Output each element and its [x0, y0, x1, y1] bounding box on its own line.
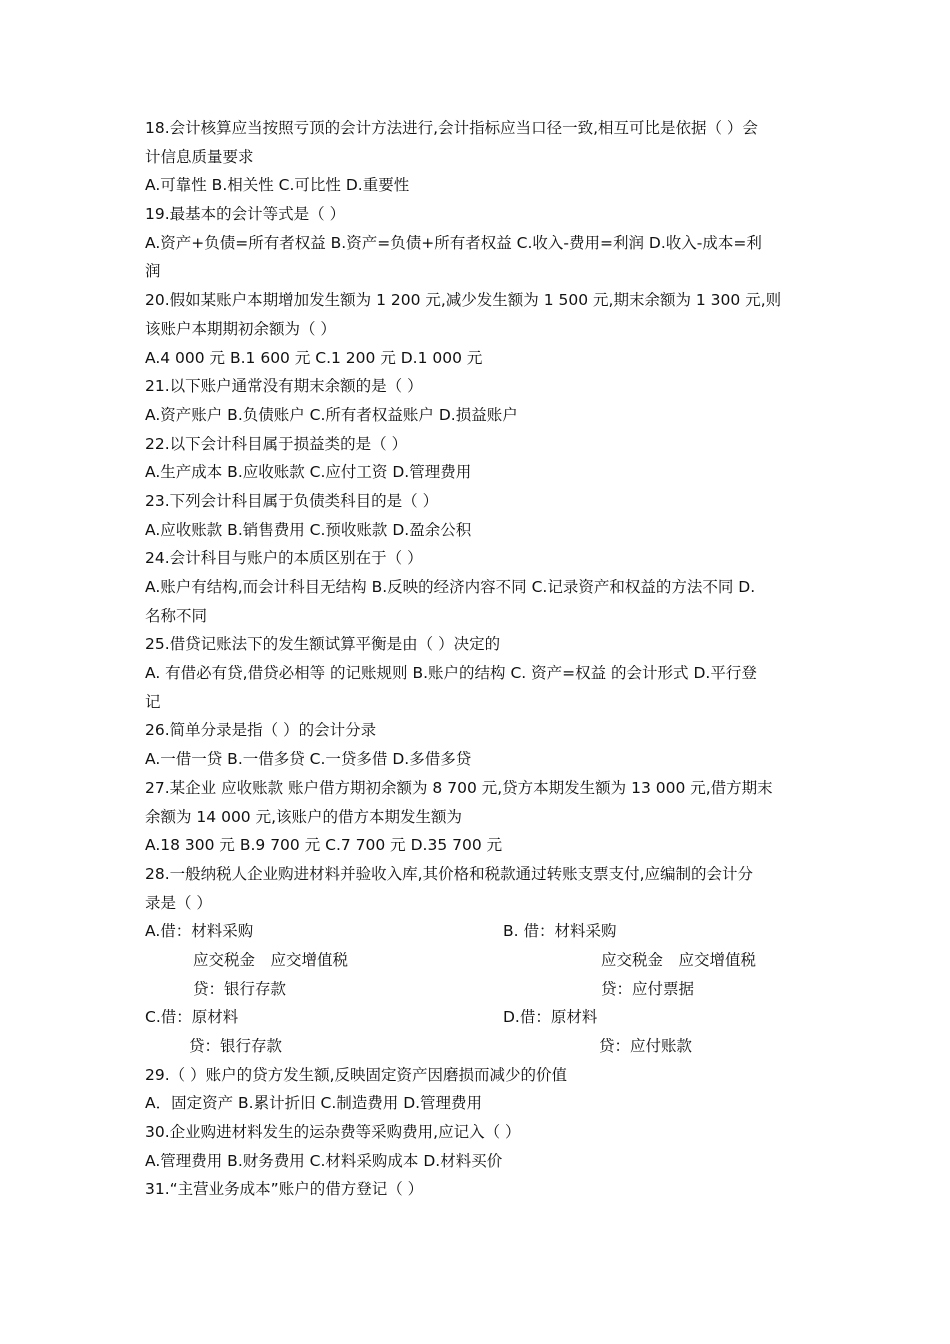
text-line: 24.会计科目与账户的本质区别在于（ ）	[145, 549, 423, 568]
text-line: 润	[145, 262, 161, 281]
text-line: 19.最基本的会计等式是（ ）	[145, 205, 346, 224]
q28-row-debit-cd	[145, 1003, 815, 1032]
q28-option-b-credit: 贷：应付票据	[601, 979, 695, 998]
text-line: 名称不同	[145, 606, 208, 625]
q28-option-c-credit: 贷：银行存款	[189, 1037, 283, 1055]
text-line: A．固定资产 B.累计折旧 C.制造费用 D.管理费用	[145, 1094, 483, 1113]
text-line: 计信息质量要求	[145, 147, 254, 166]
q28-option-a-credit: 贷：银行存款	[193, 979, 287, 998]
text-line: A.管理费用 B.财务费用 C.材料采购成本 D.材料买价	[145, 1151, 503, 1170]
text-line: 31.“主营业务成本”账户的借方登记（ ）	[145, 1180, 424, 1199]
text-line: A.可靠性 B.相关性 C.可比性 D.重要性	[145, 176, 410, 195]
text-line: A. 有借必有贷,借贷必相等 的记账规则 B.账户的结构 C. 资产=权益 的会计形式 D.平行登	[145, 664, 757, 683]
question-text	[145, 114, 815, 1204]
text-line: A.18 300 元 B.9 700 元 C.7 700 元 D.35 700 元	[145, 836, 503, 855]
q28-option-a-tax: 应交税金 应交增值税	[193, 950, 349, 969]
text-line: 27.某企业 应收账款 账户借方期初余额为 8 700 元,贷方本期发生额为 13 000 元,借方期末	[145, 778, 773, 797]
text-line: 29.（ ）账户的贷方发生额,反映固定资产因磨损而减少的价值	[145, 1065, 568, 1084]
text-line: A.一借一贷 B.一借多贷 C.一贷多借 D.多借多贷	[145, 750, 472, 769]
q28-row-credit-ab	[145, 975, 815, 1004]
q28-option-b-debit: B. 借：材料采购	[503, 922, 617, 941]
q28-option-d-debit: D.借：原材料	[503, 1008, 598, 1027]
text-line: 记	[145, 692, 161, 711]
q28-row-credit-cd	[145, 1032, 815, 1061]
text-line: A.账户有结构,而会计科目无结构 B.反映的经济内容不同 C.记录资产和权益的方法不同 D.	[145, 578, 756, 596]
text-line: A.生产成本 B.应收账款 C.应付工资 D.管理费用	[145, 463, 472, 482]
text-line: 23.下列会计科目属于负债类科目的是（ ）	[145, 491, 439, 510]
text-line: 余额为 14 000 元,该账户的借方本期发生额为	[145, 807, 463, 826]
text-line: 26.简单分录是指（ ）的会计分录	[145, 721, 377, 740]
text-line: 28.一般纳税人企业购进材料并验收入库,其价格和税款通过转账支票支付,应编制的会计分	[145, 864, 754, 883]
text-line: A.资产+负债=所有者权益 B.资产=负债+所有者权益 C.收入-费用=利润 D.收入-成本=利	[145, 233, 762, 252]
q28-option-d-credit: 贷：应付账款	[599, 1037, 693, 1055]
text-line: 22.以下会计科目属于损益类的是（ ）	[145, 434, 408, 453]
q28-option-b-tax: 应交税金 应交增值税	[601, 950, 757, 969]
text-line: 21.以下账户通常没有期末余额的是（ ）	[145, 377, 423, 396]
text-line: 录是（ ）	[145, 893, 212, 912]
text-line: 20.假如某账户本期增加发生额为 1 200 元,减少发生额为 1 500 元,期末余额为 1 300 元,则	[145, 291, 782, 310]
text-line: A.应收账款 B.销售费用 C.预收账款 D.盈余公积	[145, 520, 472, 539]
text-line: 该账户本期期初余额为（ ）	[145, 319, 336, 338]
text-line: 25.借贷记账法下的发生额试算平衡是由（ ）决定的	[145, 635, 501, 654]
text-line: 18.会计核算应当按照亏顶的会计方法进行,会计指标应当口径一致,相互可比是依据（ ）会	[145, 119, 758, 137]
q28-option-c-debit: C.借：原材料	[145, 1008, 239, 1027]
q28-option-a-debit: A.借：材料采购	[145, 922, 254, 941]
text-line: A.资产账户 B.负债账户 C.所有者权益账户 D.损益账户	[145, 405, 518, 424]
text-line: A.4 000 元 B.1 600 元 C.1 200 元 D.1 000 元	[145, 348, 483, 367]
text-line: 30.企业购进材料发生的运杂费等采购费用,应记入（ ）	[145, 1123, 521, 1142]
q28-row-debit-ab	[145, 917, 815, 946]
q28-row-tax-ab	[145, 946, 815, 975]
